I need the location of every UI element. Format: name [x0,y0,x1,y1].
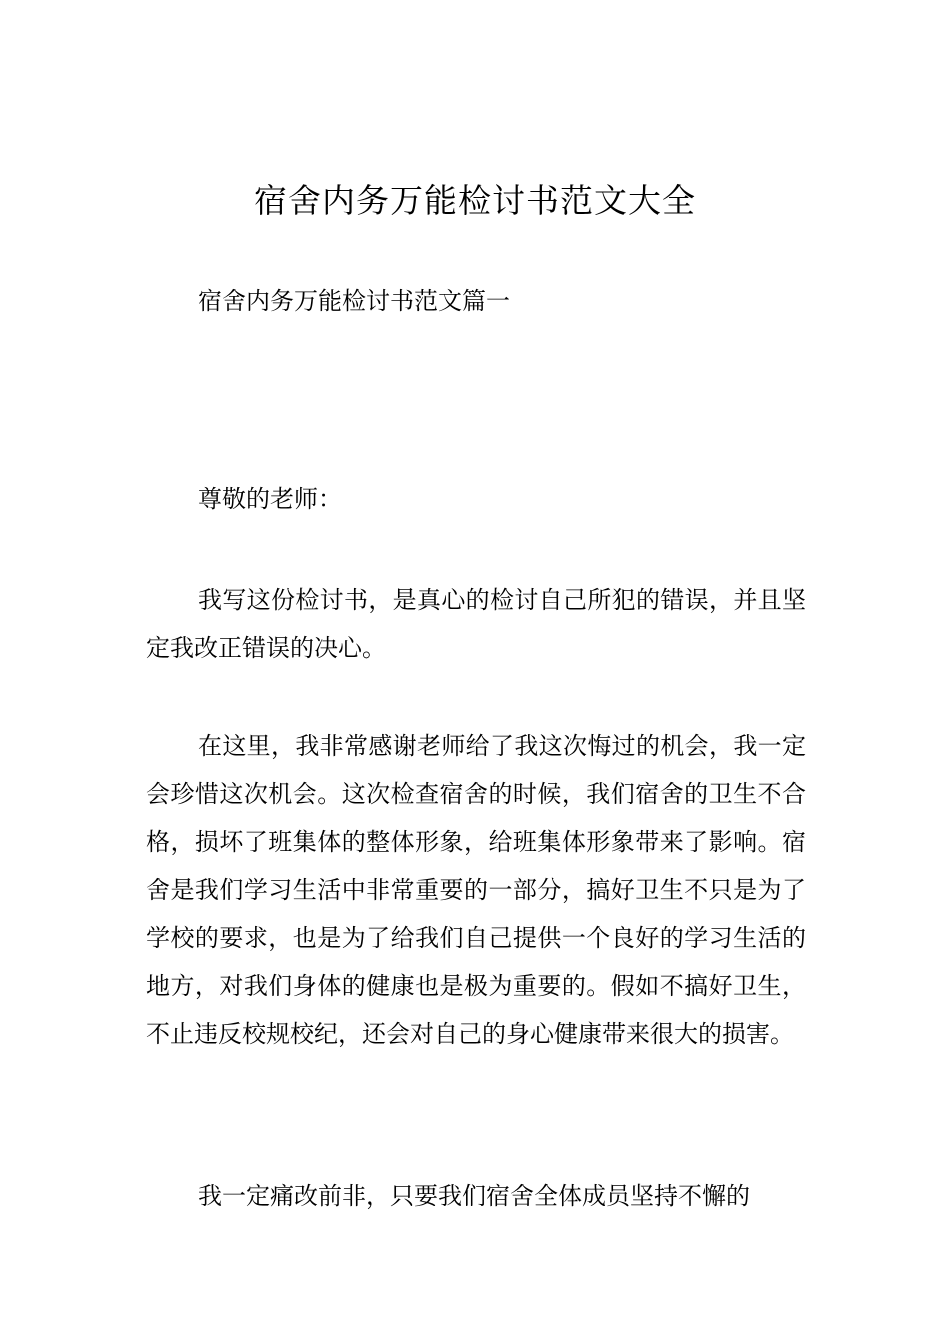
document-title: 宿舍内务万能检讨书范文大全 [254,181,696,220]
section-subtitle: 宿舍内务万能检讨书范文篇一 [198,287,510,315]
salutation: 尊敬的老师： [198,485,342,513]
paragraph-1: 我写这份检讨书，是真心的检讨自己所犯的错误，并且坚定我改正错误的决心。 [146,586,806,662]
paragraph-2: 在这里，我非常感谢老师给了我这次悔过的机会，我一定会珍惜这次机会。这次检查宿舍的时候，我们宿舍的卫生不合格，损坏了班集体的整体形象，给班集体形象带来了影响。宿舍是我们学习生活中非常重要的一部分，搞好卫生不只是为了学校的要求，也是为了给我们自己提供一个良好的学习生活的地方，对我们身体的健康也是极为重要的。假如不搞好卫生，不止违反校规校纪，还会对自己的身心健康带来很大的损害。 [146,732,806,1048]
paragraph-3: 我一定痛改前非，只要我们宿舍全体成员坚持不懈的 [198,1182,750,1210]
